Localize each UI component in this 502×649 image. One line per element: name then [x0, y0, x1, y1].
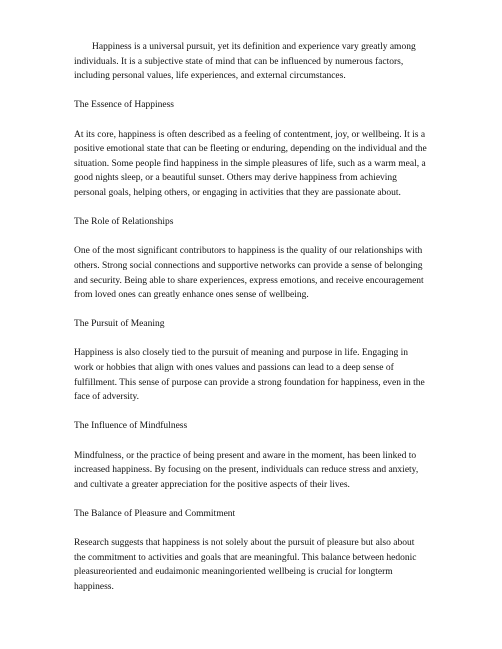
section-heading-balance: The Balance of Pleasure and Commitment	[74, 509, 236, 519]
section-body-meaning: Happiness is also closely tied to the pursuit of meaning and purpose in life. Engaging in work or hobbies that align with ones values and passions can lead to a deep sense of fulfillment. This sense of purpose can provide a strong foundation for happiness, even in the face of adversity.	[74, 348, 425, 403]
section-body-mindfulness: Mindfulness, or the practice of being present and aware in the moment, has been linked to increased happiness. By focusing on the present, individuals can reduce stress and anxiety, and cultivate a greater appreciation for the positive aspects of their lives.	[74, 450, 419, 490]
section-heading-relationships: The Role of Relationships	[74, 217, 174, 228]
section-heading-mindfulness: The Influence of Mindfulness	[74, 421, 188, 432]
section-body-relationships: One of the most significant contributors to happiness is the quality of our relationships with others. Strong social connections and supportive networks can provide a sense of belonging and security. Being able to share experiences, express emotions, and receive encouragement from loved ones can greatly enhance ones sense of wellbeing.	[74, 246, 424, 301]
section-heading-essence: The Essence of Happiness	[74, 100, 174, 111]
section-body-essence: At its core, happiness is often described as a feeling of contentment, joy, or wellbeing. It is a positive emotional state that can be fleeting or enduring, depending on the individual and the situation. Some people find happiness in the simple pleasures of life, such as a warm meal, a good nights sleep, or a beautiful sunset. Others may derive happiness from achieving personal goals, helping others, or engaging in activities that they are passionate about.	[74, 129, 427, 198]
document-page	[74, 40, 428, 595]
section-body-balance: Research suggests that happiness is not solely about the pursuit of pleasure but also about the commitment to activities and goals that are meaningful. This balance between hedonic pleasureoriented and eudaimonic meaningoriented wellbeing is crucial for longterm happiness.	[74, 538, 417, 592]
section-heading-meaning: The Pursuit of Meaning	[74, 319, 165, 330]
intro-paragraph: Happiness is a universal pursuit, yet its definition and experience vary greatly among individuals. It is a subjective state of mind that can be influenced by numerous factors, including personal values, life experiences, and external circumstances.	[74, 42, 416, 82]
